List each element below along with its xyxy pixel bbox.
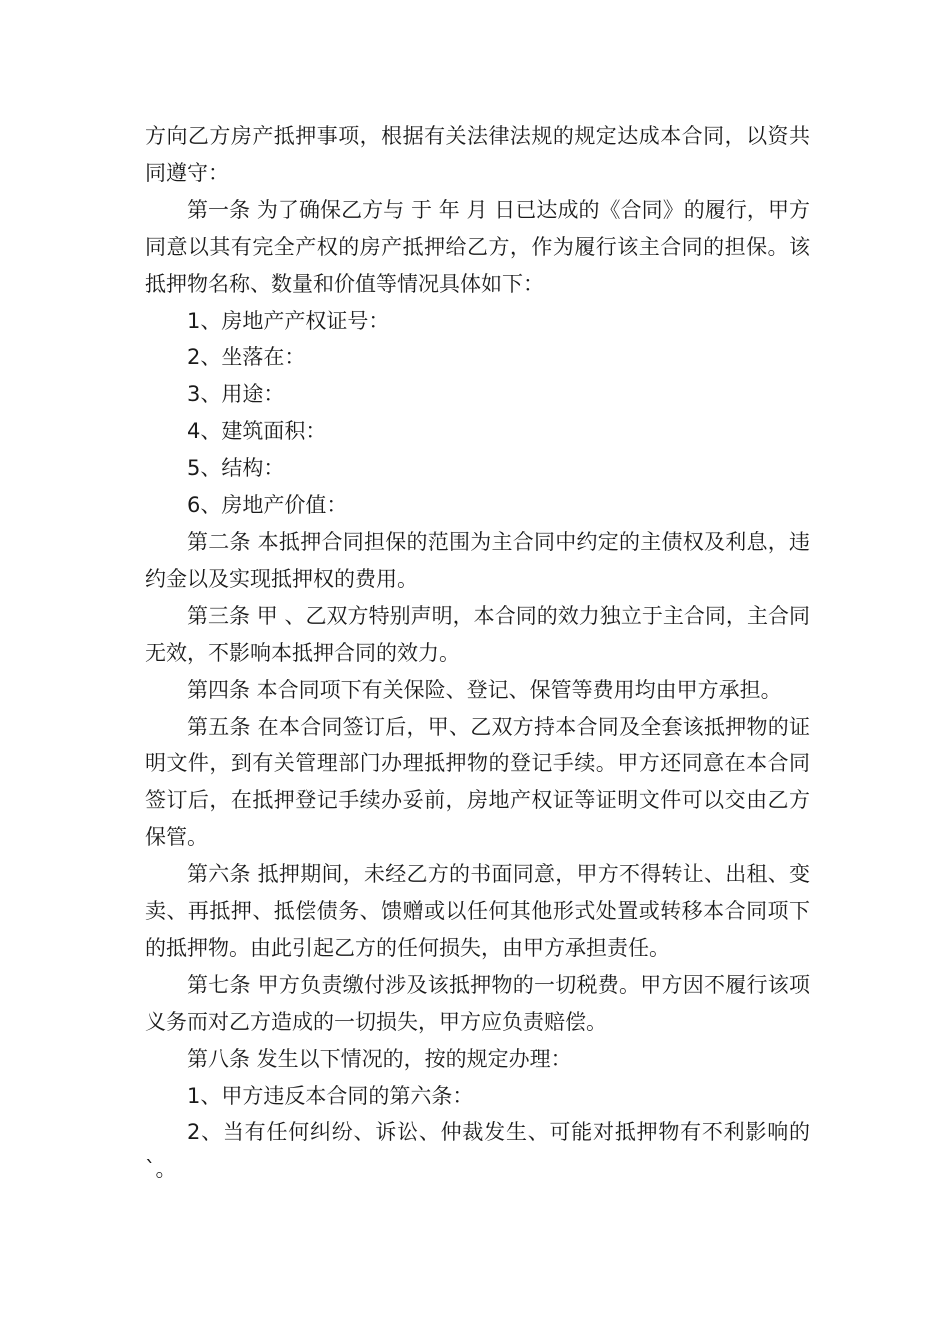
paragraph-article-3: 第三条 甲 、乙双方特别声明，本合同的效力独立于主合同，主合同无效，不影响本抵押合同的效力。 [145, 603, 810, 665]
document-body [145, 118, 810, 1188]
paragraph-article-5: 第五条 在本合同签订后，甲、乙双方持本合同及全套该抵押物的证明文件，到有关管理部门办理抵押物的登记手续。甲方还同意在本合同签订后，在抵押登记手续办妥前，房地产权证等证明文件可以交由乙方保管。 [145, 714, 810, 850]
paragraph-article-1: 第一条 为了确保乙方与 于 年 月 日已达成的《合同》的履行，甲方同意以其有完全产权的房产抵押给乙方，作为履行该主合同的担保。该抵押物名称、数量和价值等情况具体如下： [145, 197, 810, 296]
paragraph-article-6: 第六条 抵押期间，未经乙方的书面同意，甲方不得转让、出租、变卖、再抵押、抵偿债务、馈赠或以任何其他形式处置或转移本合同项下的抵押物。由此引起乙方的任何损失，由甲方承担责任。 [145, 862, 810, 960]
list-item-property-cert: 1、房地产产权证号： [187, 308, 390, 333]
list-item-value: 6、房地产价值： [187, 493, 348, 518]
paragraph-opening: 方向乙方房产抵押事项，根据有关法律法规的规定达成本合同，以资共同遵守： [145, 124, 810, 185]
list-item-usage: 3、用途： [187, 382, 285, 407]
list-item-floor-area: 4、建筑面积： [187, 419, 327, 444]
paragraph-article-8: 第八条 发生以下情况的，按的规定办理： [187, 1046, 572, 1071]
list-item-dispute: 2、当有任何纠纷、诉讼、仲裁发生、可能对抵押物有不利影响的`。 [145, 1120, 810, 1182]
list-item-violation: 1、甲方违反本合同的第六条： [187, 1083, 474, 1108]
paragraph-article-2: 第二条 本抵押合同担保的范围为主合同中约定的主债权及利息，违约金以及实现抵押权的费用。 [145, 529, 810, 591]
list-item-location: 2、坐落在： [187, 345, 306, 370]
paragraph-article-7: 第七条 甲方负责缴付涉及该抵押物的一切税费。甲方因不履行该项义务而对乙方造成的一切损失，甲方应负责赔偿。 [145, 972, 810, 1034]
paragraph-article-4: 第四条 本合同项下有关保险、登记、保管等费用均由甲方承担。 [187, 677, 782, 702]
list-item-structure: 5、结构： [187, 456, 285, 481]
